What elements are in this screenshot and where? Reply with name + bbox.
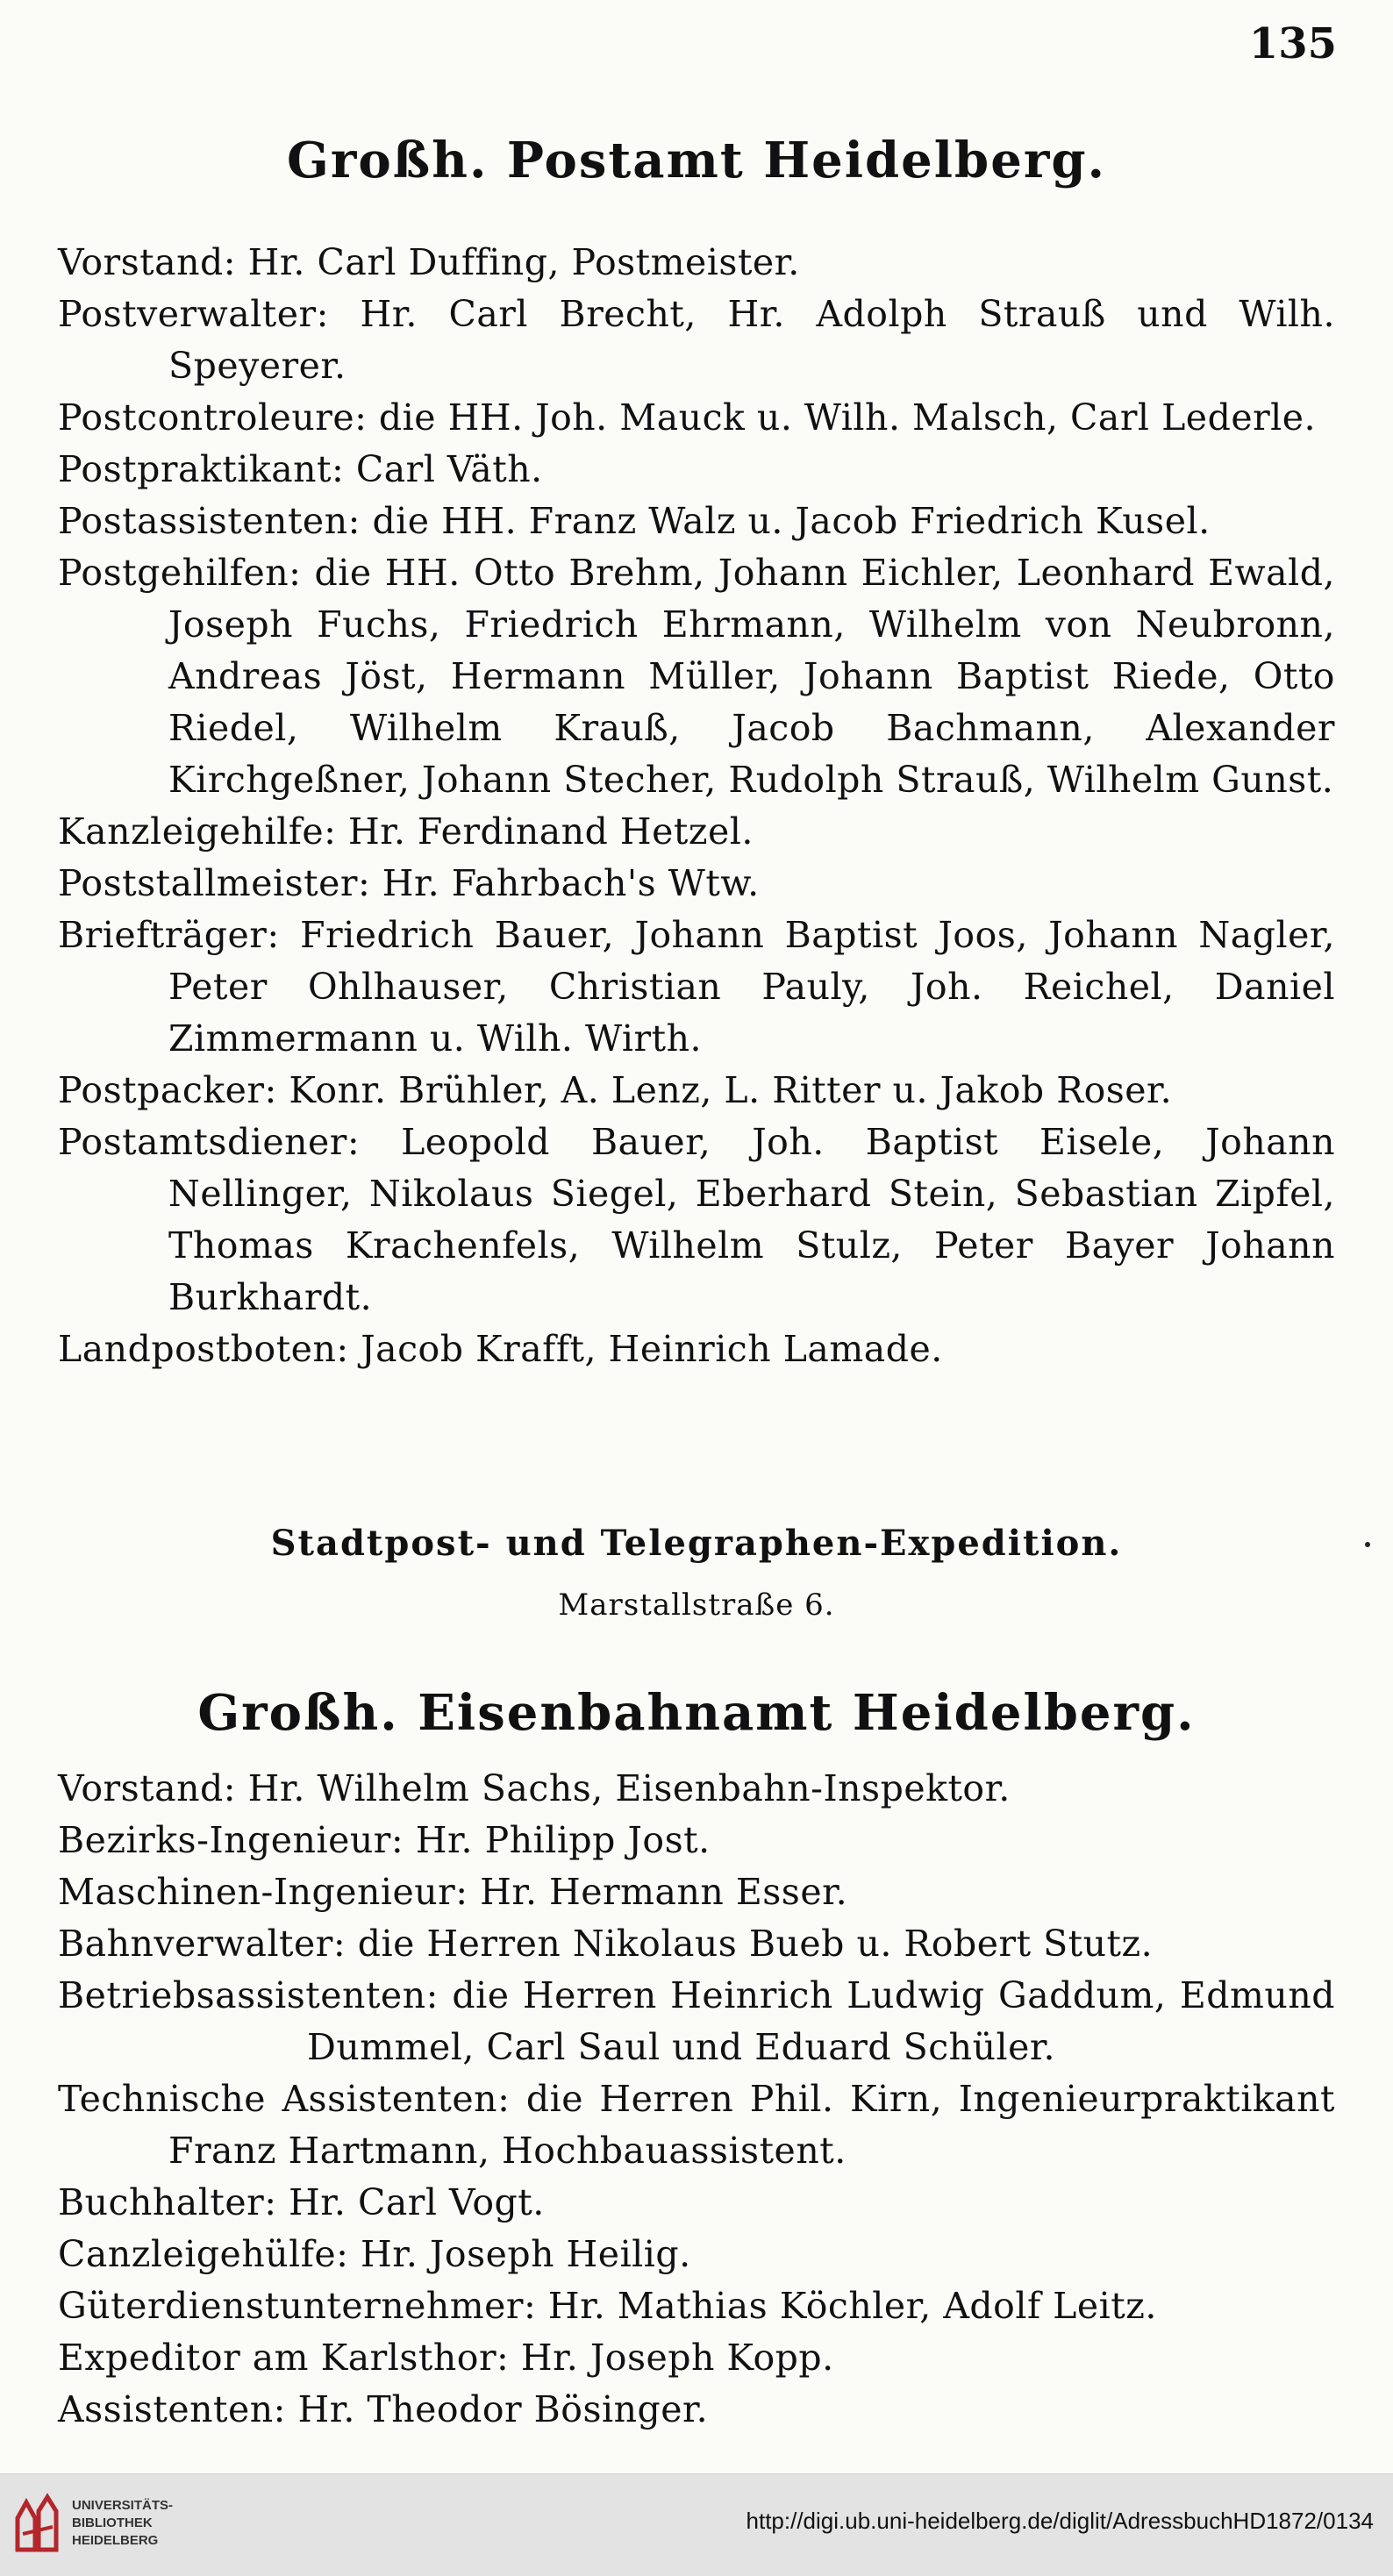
list-item: Postpacker: Konr. Brühler, A. Lenz, L. Ritter u. Jakob Roser. [58,1069,1173,1111]
post-office-heading: Großh. Postamt Heidelberg. [287,132,1106,189]
list-item: Postgehilfen: die HH. Otto Brehm, Johann Eichler, Leonhard Ewald, Joseph Fuchs, Friedrich Ehrmann, Wilhelm von Neubronn, Andreas Jöst, Hermann Müller, Johann Baptist Riede, Otto Riedel, Wilhelm Krauß, Jacob Bachmann, Alexander Kirchgeßner, Johann Stecher, Rudolph Strauß, Wilhelm Gunst. [58,552,1335,801]
list-item: Postpraktikant: Carl Väth. [58,448,543,490]
railway-office-heading: Großh. Eisenbahnamt Heidelberg. [197,1684,1196,1742]
city-post-address: Marstallstraße 6. [558,1588,835,1623]
list-item: Briefträger: Friedrich Bauer, Johann Baptist Joos, Johann Nagler, Peter Ohlhauser, Christian Pauly, Joh. Reichel, Daniel Zimmermann u. Wilh. Wirth. [58,914,1335,1060]
university-library-logo-icon [12,2492,63,2555]
viewer-footer [0,2473,1393,2576]
list-item: Güterdienstunternehmer: Hr. Mathias Köchler, Adolf Leitz. [58,2285,1157,2327]
city-post-heading: Stadtpost- und Telegraphen-Expedition. [270,1523,1123,1564]
list-item: Postcontroleure: die HH. Joh. Mauck u. Wilh. Malsch, Carl Lederle. [58,396,1317,439]
list-item: Vorstand: Hr. Wilhelm Sachs, Eisenbahn-Inspektor. [58,1767,1011,1809]
list-item: Postassistenten: die HH. Franz Walz u. Jacob Friedrich Kusel. [58,500,1211,542]
list-item: Landpostboten: Jacob Krafft, Heinrich Lamade. [58,1328,943,1370]
list-item: Kanzleigehilfe: Hr. Ferdinand Hetzel. [58,810,754,853]
list-item: Betriebsassistenten: die Herren Heinrich Ludwig Gaddum, Edmund Dummel, Carl Saul und Eduard Schüler. [58,1974,1335,2068]
permalink-url[interactable]: http://digi.ub.uni-heidelberg.de/diglit/AdressbuchHD1872/0134 [746,2508,1374,2534]
page-number: 135 [1248,19,1337,68]
list-item: Postverwalter: Hr. Carl Brecht, Hr. Adolph Strauß und Wilh. Speyerer. [58,293,1335,387]
list-item: Expeditor am Karlsthor: Hr. Joseph Kopp. [58,2337,834,2379]
list-item: Assistenten: Hr. Theodor Bösinger. [58,2388,709,2430]
list-item: Bezirks-Ingenieur: Hr. Philipp Jost. [58,1819,711,1861]
post-office-staff-list [58,237,1335,1375]
library-name: UNIVERSITÄTS- BIBLIOTHEK HEIDELBERG [72,2498,174,2548]
list-item: Poststallmeister: Hr. Fahrbach's Wtw. [58,862,760,904]
list-item: Canzleigehülfe: Hr. Joseph Heilig. [58,2233,691,2275]
list-item: Technische Assistenten: die Herren Phil. Kirn, Ingenieurpraktikant Franz Hartmann, Hochbauassistent. [58,2078,1335,2172]
list-item: Postamtsdiener: Leopold Bauer, Joh. Baptist Eisele, Johann Nellinger, Nikolaus Siegel, Eberhard Stein, Sebastian Zipfel, Thomas Krachenfels, Wilhelm Stulz, Peter Bayer Johann Burkhardt. [58,1121,1335,1318]
speck-mark [1365,1542,1370,1547]
list-item: Vorstand: Hr. Carl Duffing, Postmeister. [58,241,800,283]
railway-office-staff-list [58,1763,1335,2436]
list-item: Buchhalter: Hr. Carl Vogt. [58,2181,545,2223]
list-item: Bahnverwalter: die Herren Nikolaus Bueb u. Robert Stutz. [58,1923,1154,1965]
list-item: Maschinen-Ingenieur: Hr. Hermann Esser. [58,1871,848,1913]
